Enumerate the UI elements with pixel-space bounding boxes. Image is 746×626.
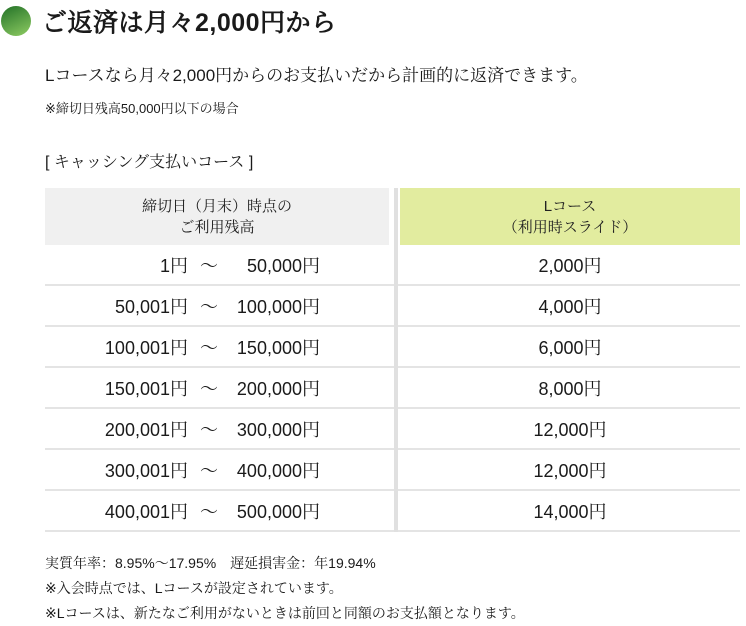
table-row bbox=[45, 286, 740, 327]
table-row bbox=[45, 368, 740, 409]
table-row bbox=[45, 409, 740, 450]
range-tilde: ～ bbox=[200, 460, 218, 481]
range-low: 400,001円 bbox=[104, 501, 188, 522]
balance-range-cell bbox=[45, 293, 389, 319]
column-header-balance-line2: ご利用残高 bbox=[179, 218, 255, 236]
table-row bbox=[45, 450, 740, 491]
range-tilde: ～ bbox=[200, 255, 218, 276]
condition-note: ※締切日残高50,000円以下の場合 bbox=[45, 101, 239, 116]
balance-range-cell bbox=[45, 416, 389, 442]
balance-range-cell bbox=[45, 252, 389, 278]
annual-rate-note: 実質年率：8.95%～17.95% 遅延損害金：年19.94% bbox=[45, 555, 376, 571]
range-low: 200,001円 bbox=[104, 419, 188, 440]
column-header-balance bbox=[45, 188, 389, 245]
column-divider bbox=[394, 188, 398, 532]
balance-range-cell bbox=[45, 375, 389, 401]
table-row bbox=[45, 491, 740, 532]
table-body bbox=[45, 245, 740, 532]
range-low: 50,001円 bbox=[114, 296, 188, 317]
range-low: 1円 bbox=[159, 255, 188, 276]
column-header-course-line1: Lコース bbox=[543, 197, 597, 215]
green-dot-icon bbox=[1, 6, 31, 36]
range-tilde: ～ bbox=[200, 296, 218, 317]
range-tilde: ～ bbox=[200, 337, 218, 358]
payment-amount: 14,000円 bbox=[533, 501, 607, 522]
table-header-row bbox=[45, 188, 740, 245]
column-header-balance-line1: 締切日（月末）時点の bbox=[141, 197, 292, 215]
payment-amount: 6,000円 bbox=[538, 337, 602, 358]
range-high: 150,000円 bbox=[236, 337, 320, 358]
lead-text: Lコースなら月々2,000円からのお支払いだから計画的に返済できます。 bbox=[45, 66, 588, 85]
table-row bbox=[45, 245, 740, 286]
range-high: 500,000円 bbox=[236, 501, 320, 522]
range-high: 50,000円 bbox=[246, 255, 320, 276]
same-amount-note: ※Lコースは、新たなご利用がないときは前回と同額のお支払額となります。 bbox=[45, 605, 525, 621]
table-caption: [ キャッシング支払いコース ] bbox=[45, 154, 254, 171]
page-title: ご返済は月々2,000円から bbox=[42, 9, 337, 37]
range-low: 100,001円 bbox=[104, 337, 188, 358]
range-high: 200,000円 bbox=[236, 378, 320, 399]
payment-course-table bbox=[45, 188, 740, 532]
balance-range-cell bbox=[45, 457, 389, 483]
range-tilde: ～ bbox=[200, 378, 218, 399]
column-header-course-line2: （利用時スライド） bbox=[502, 218, 638, 236]
enrollment-note: ※入会時点では、Lコースが設定されています。 bbox=[45, 580, 343, 596]
range-low: 300,001円 bbox=[104, 460, 188, 481]
payment-amount: 12,000円 bbox=[533, 460, 607, 481]
payment-amount: 4,000円 bbox=[538, 296, 602, 317]
balance-range-cell bbox=[45, 334, 389, 360]
footnotes bbox=[45, 551, 746, 626]
balance-range-cell bbox=[45, 498, 389, 524]
column-header-course bbox=[400, 188, 740, 245]
range-tilde: ～ bbox=[200, 419, 218, 440]
table-row bbox=[45, 327, 740, 368]
range-tilde: ～ bbox=[200, 501, 218, 522]
payment-amount: 2,000円 bbox=[538, 255, 602, 276]
payment-amount: 8,000円 bbox=[538, 378, 602, 399]
range-low: 150,001円 bbox=[104, 378, 188, 399]
range-high: 100,000円 bbox=[236, 296, 320, 317]
range-high: 400,000円 bbox=[236, 460, 320, 481]
payment-amount: 12,000円 bbox=[533, 419, 607, 440]
range-high: 300,000円 bbox=[236, 419, 320, 440]
section-heading bbox=[0, 0, 746, 39]
